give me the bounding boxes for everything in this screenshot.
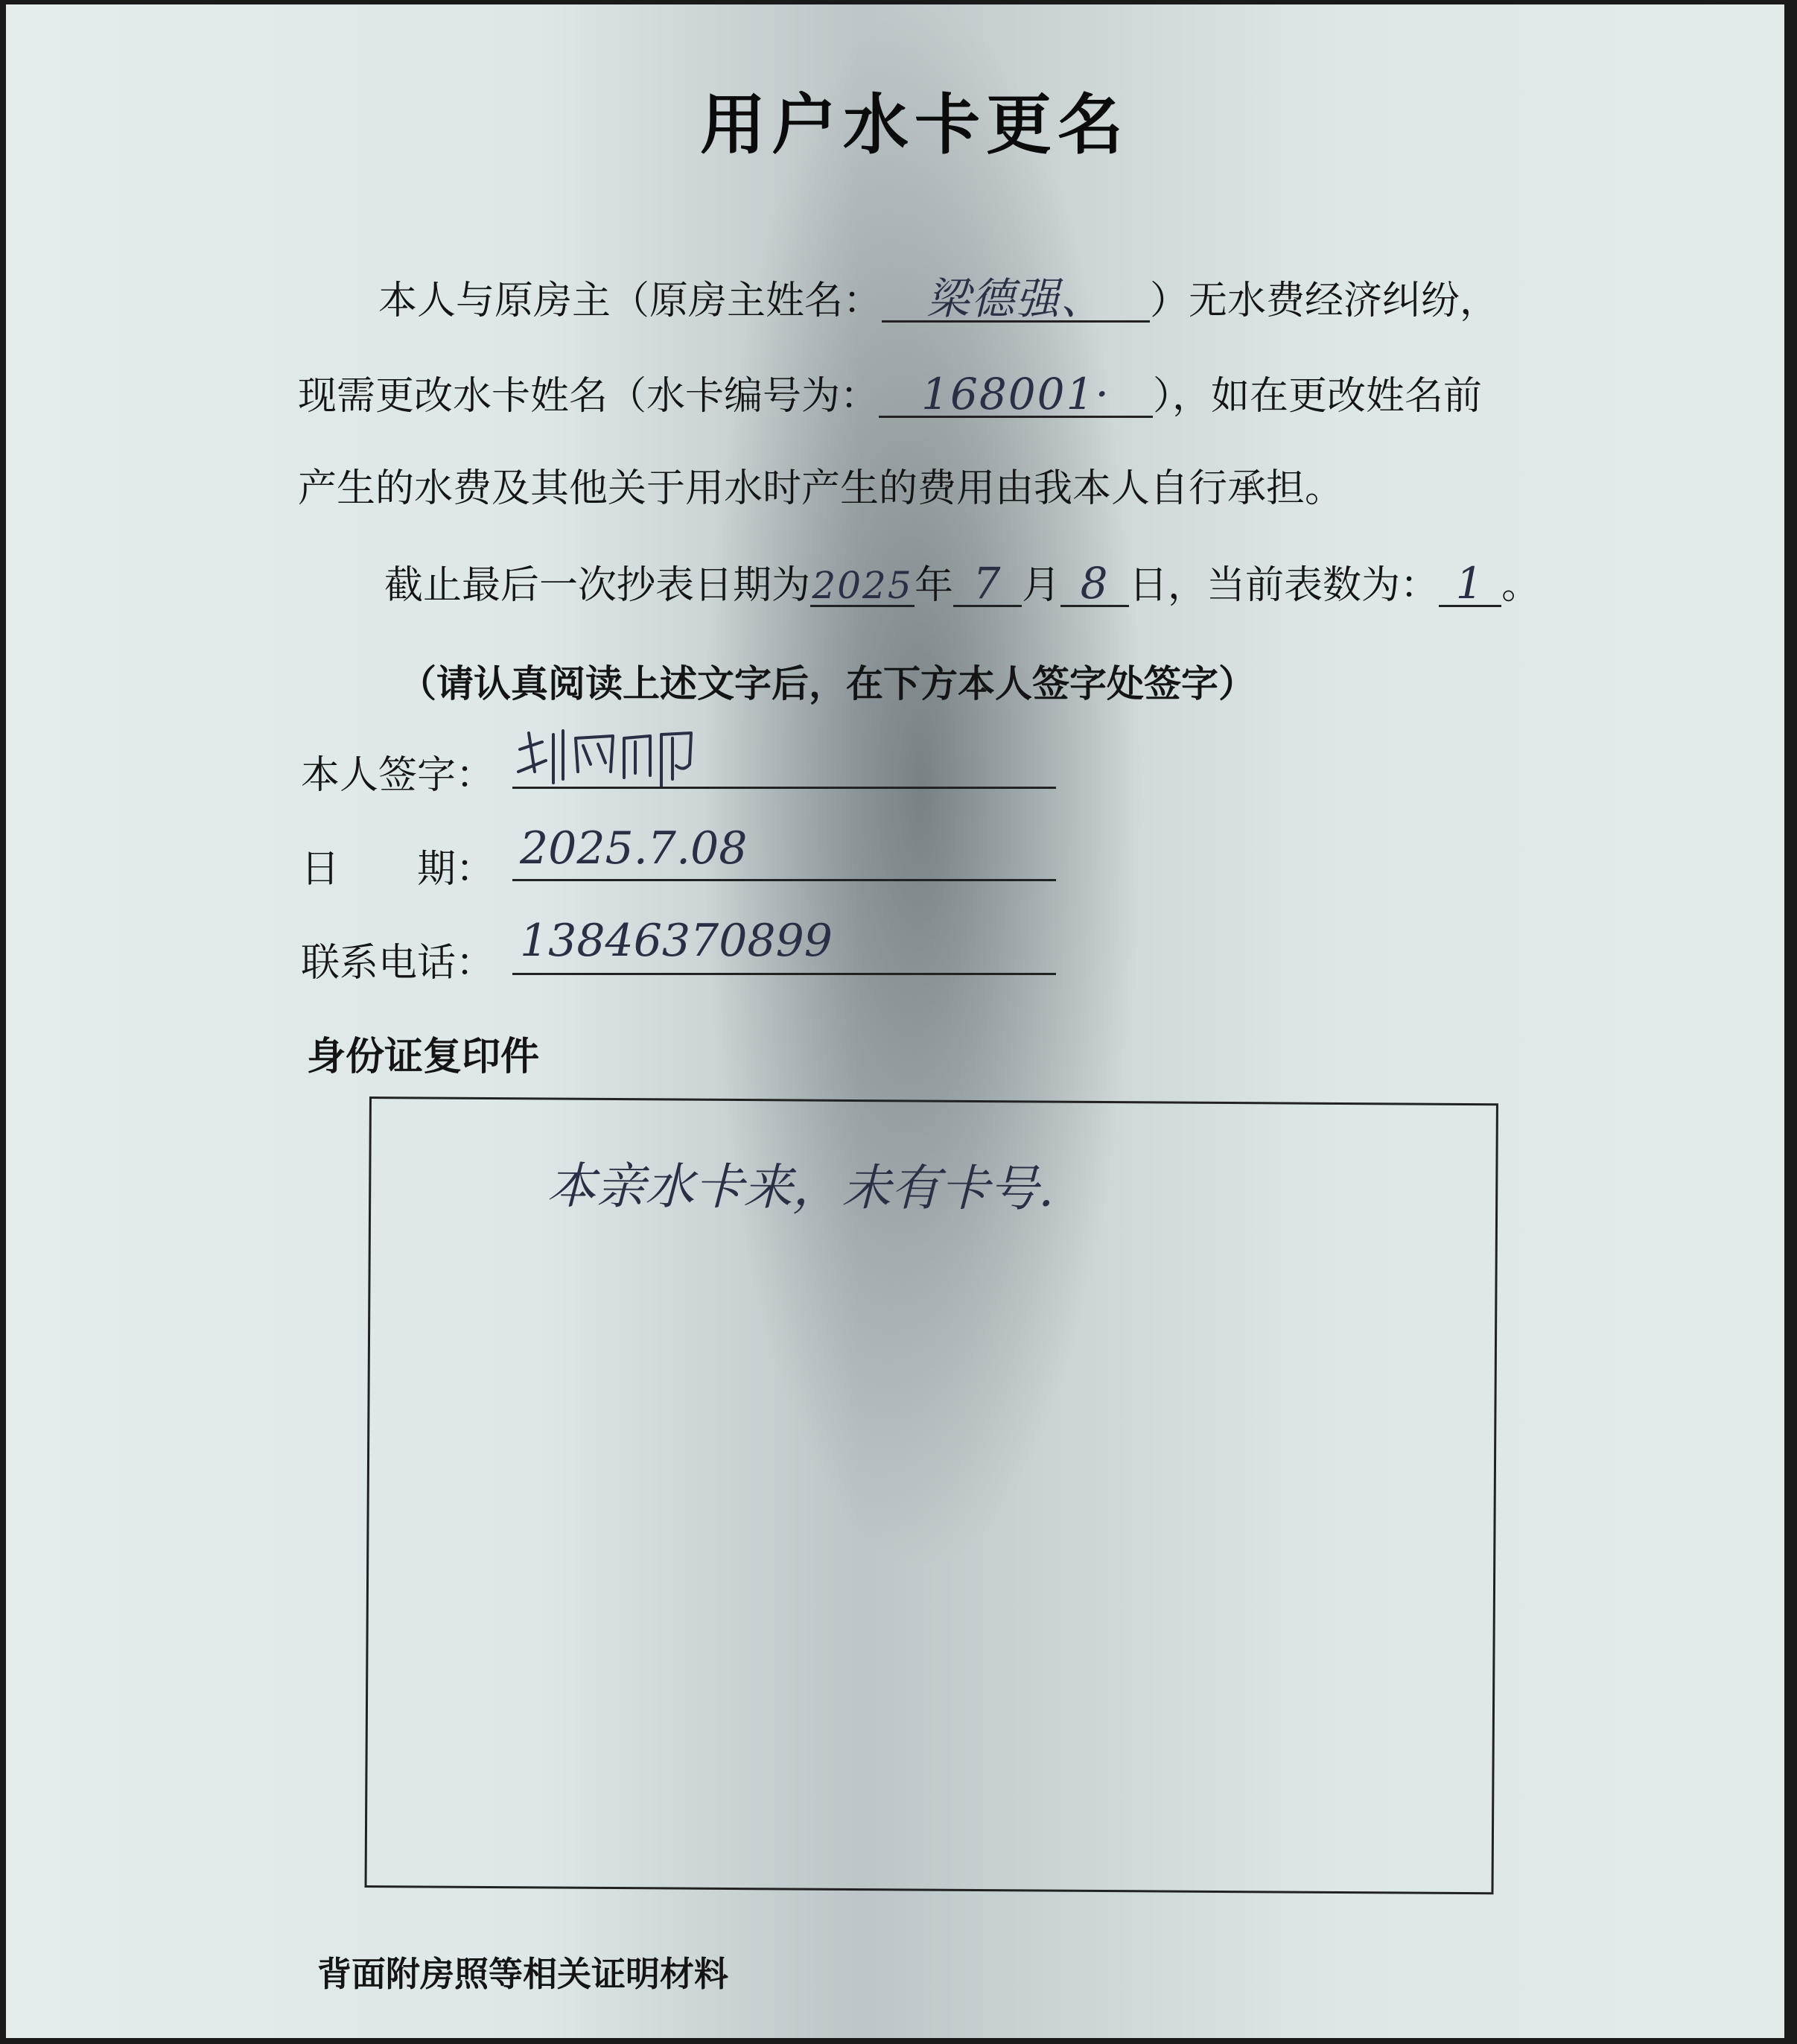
phone-handwriting: 13846370899 <box>520 915 833 967</box>
signature-label: 本人签字： <box>301 753 495 798</box>
document-page <box>6 4 1784 2038</box>
card-number-handwriting: 168001· <box>921 369 1110 419</box>
signature-line <box>512 787 1056 789</box>
reading-year-handwriting: 2025 <box>812 564 913 607</box>
date-line <box>512 879 1056 881</box>
footer-note: 背面附房照等相关证明材料 <box>317 1954 728 1994</box>
reading-year-field <box>810 566 915 607</box>
reading-prefix-text: 截止最后一次抄表日期为 <box>384 563 811 608</box>
owner-prefix-text: 本人与原房主（原房主姓名： <box>378 279 882 323</box>
paragraph-liability: 产生的水费及其他关于用水时产生的费用由我本人自行承担。 <box>298 466 1344 511</box>
reading-month-handwriting: 7 <box>973 558 1002 609</box>
paragraph-meter-reading <box>384 558 1541 609</box>
reading-meter-handwriting: 1 <box>1455 558 1485 609</box>
phone-label: 联系电话： <box>301 941 495 986</box>
id-copy-handwritten-note: 本亲水卡来，未有卡号. <box>547 1157 1055 1218</box>
owner-name-handwriting: 梁德强、 <box>926 273 1106 324</box>
signature-handwriting <box>512 720 736 794</box>
instruction-note: （请认真阅读上述文字后，在下方本人签字处签字） <box>399 662 1256 705</box>
date-handwriting: 2025.7.08 <box>520 822 748 875</box>
reading-day-handwriting: 8 <box>1080 558 1110 609</box>
reading-end-text: 。 <box>1501 563 1541 608</box>
card-number-field <box>879 369 1153 419</box>
id-copy-label: 身份证复印件 <box>307 1035 540 1079</box>
owner-name-field <box>882 273 1150 324</box>
paragraph-card <box>298 369 1483 419</box>
reading-day-unit: 日，当前表数为： <box>1129 563 1440 608</box>
reading-meter-field <box>1439 558 1501 609</box>
reading-year-unit: 年 <box>915 563 954 608</box>
reading-month-unit: 月 <box>1022 563 1061 608</box>
card-suffix-text: ），如在更改姓名前 <box>1153 374 1483 419</box>
paragraph-owner <box>378 273 1499 324</box>
reading-day-field <box>1060 558 1129 609</box>
document-title: 用户水卡更名 <box>699 86 1129 163</box>
date-label: 日 期： <box>301 847 495 892</box>
id-copy-box <box>365 1096 1498 1894</box>
owner-suffix-text: ）无水费经济纠纷， <box>1150 279 1499 323</box>
reading-month-field <box>953 558 1022 609</box>
phone-line <box>512 973 1056 975</box>
card-prefix-text: 现需更改水卡姓名（水卡编号为： <box>298 374 880 419</box>
